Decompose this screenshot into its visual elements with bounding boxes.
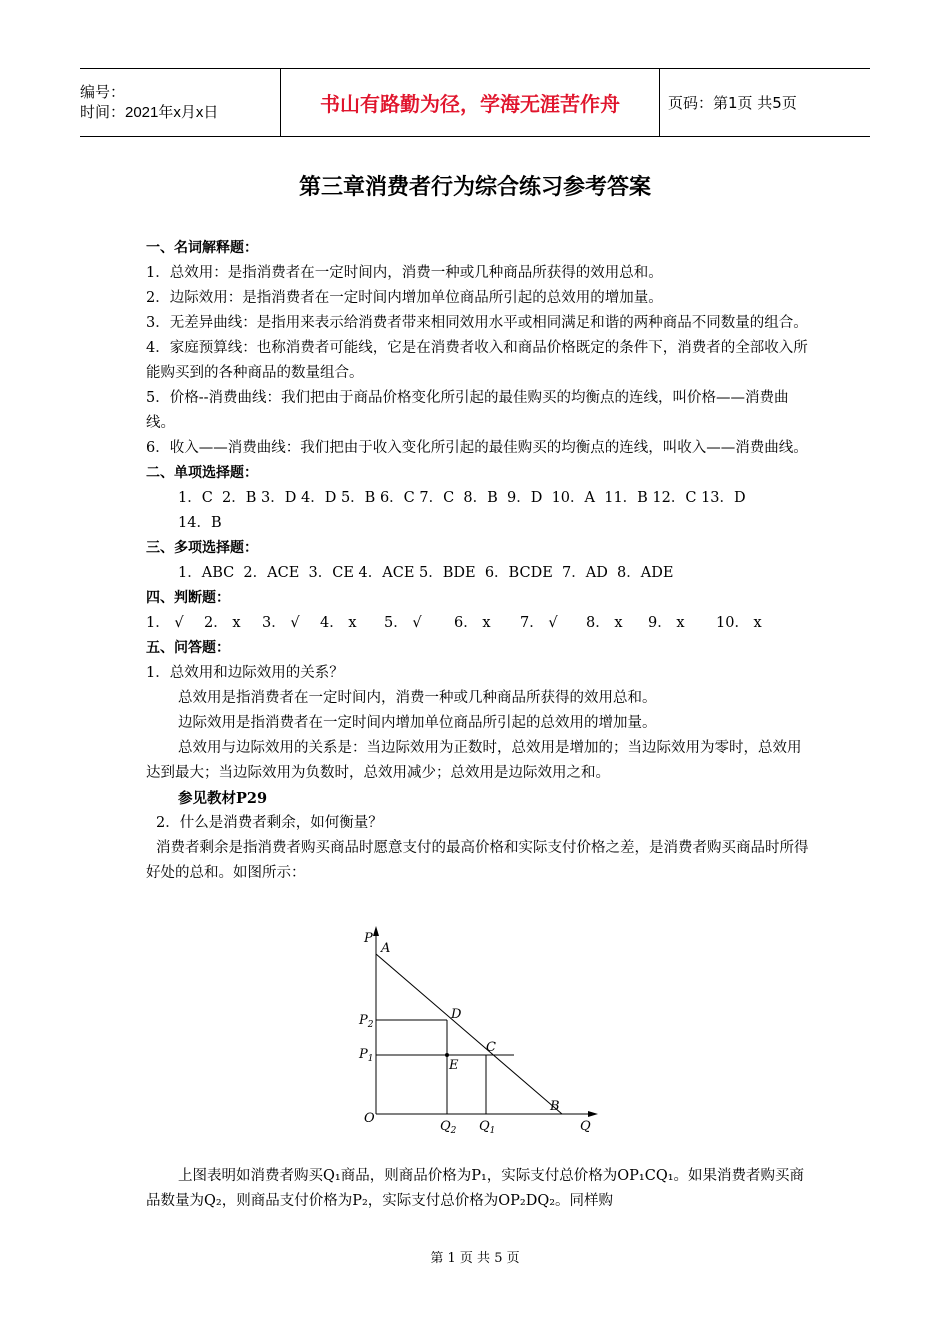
document-body — [146, 236, 810, 886]
point-a-label: A — [381, 941, 391, 956]
header-motto — [280, 69, 660, 136]
date-label: 时间：2021年x月x日 — [80, 103, 219, 121]
true-false-answers — [146, 611, 810, 636]
question-1: 1．总效用和边际效用的关系？ — [146, 665, 344, 681]
section-heading-4: 四、判断题： — [146, 590, 230, 606]
point-b-label: B — [550, 1099, 560, 1114]
p1-label: $P_1$ — [359, 1047, 374, 1064]
q-axis-label: Q — [580, 1119, 591, 1134]
page-title: 第三章消费者行为综合练习参考答案 — [298, 175, 651, 200]
motto-text: 书山有路勤为径，学海无涯苦作舟 — [320, 92, 620, 116]
p2-label: $P_2$ — [359, 1013, 374, 1030]
section-heading-5: 五、问答题： — [146, 640, 230, 656]
single-choice-answers-line-1: 1．C 2．B 3．D 4．D 5．B 6．C 7．C 8．B 9．D 10．A 11．B 12．C 13．D — [178, 490, 746, 506]
textbook-reference: 参见教材P29 — [178, 790, 268, 807]
question-2: 2．什么是消费者剩余，如何衡量？ — [156, 815, 383, 831]
single-choice-answers-line-2: 14．B — [178, 515, 222, 531]
answer-paragraph: 总效用是指消费者在一定时间内，消费一种或几种商品所获得的效用总和。 — [178, 690, 657, 706]
multi-choice-answers: 1．ABC 2．ACE 3．CE 4．ACE 5．BDE 6．BCDE 7．AD 8．ADE — [178, 565, 674, 581]
tf-answer: 8． x — [586, 615, 623, 631]
tf-answer: 7． √ — [520, 615, 558, 631]
page-code-text: 页码：第1页 共5页 — [668, 94, 797, 112]
p-axis-label: P — [364, 931, 373, 946]
point-e — [445, 1053, 449, 1057]
tf-answer: 2． x — [204, 615, 241, 631]
header-meta — [80, 69, 280, 136]
header-table — [80, 68, 870, 137]
definition-item: 3．无差异曲线：是指用来表示给消费者带来相同效用水平或相同满足和谐的两种商品不同数量的组合。 — [146, 315, 808, 331]
point-c-label: C — [486, 1040, 496, 1055]
definition-item: 4．家庭预算线：也称消费者可能线，它是在消费者收入和商品价格既定的条件下，消费者的全部收入所能购买到的各种商品的数量组合。 — [146, 340, 808, 381]
serial-label: 编号： — [80, 83, 126, 101]
q2-label: $Q_2$ — [440, 1119, 457, 1136]
consumer-surplus-diagram — [356, 924, 606, 1139]
point-e-label: E — [449, 1058, 459, 1073]
p-axis-arrow — [373, 926, 379, 936]
q1-label: $Q_1$ — [479, 1119, 496, 1136]
answer-paragraph: 边际效用是指消费者在一定时间内增加单位商品所引起的总效用的增加量。 — [178, 715, 657, 731]
tf-answer: 3． √ — [262, 615, 300, 631]
section-heading-1: 一、名词解释题： — [146, 240, 258, 256]
answer-paragraph: 总效用与边际效用的关系是：当边际效用为正数时，总效用是增加的；当边际效用为零时，总效用达到最大；当边际效用为负数时，总效用减少；总效用是边际效用之和。 — [146, 740, 802, 781]
origin-label: O — [364, 1111, 375, 1126]
explanation-paragraph: 上图表明如消费者购买Q₁商品，则商品价格为P₁，实际支付总价格为OP₁CQ₁。如果消费者购买商品数量为Q₂，则商品支付价格为P₂，实际支付总价格为OP₂DQ₂。同样购 — [146, 1168, 805, 1209]
figure-explanation — [146, 1164, 808, 1214]
page-footer: 第 1 页 共 5 页 — [430, 1251, 520, 1266]
demand-line — [376, 954, 562, 1114]
definition-item: 2．边际效用：是指消费者在一定时间内增加单位商品所引起的总效用的增加量。 — [146, 290, 663, 306]
tf-answer: 10． x — [716, 615, 762, 631]
q-axis-arrow — [588, 1111, 598, 1117]
section-heading-2: 二、单项选择题： — [146, 465, 258, 481]
definition-item: 5．价格--消费曲线：我们把由于商品价格变化所引起的最佳购买的均衡点的连线，叫价格——消费曲线。 — [146, 390, 789, 431]
header-page-code — [660, 69, 870, 136]
tf-answer: 4． x — [320, 615, 357, 631]
answer-paragraph: 消费者剩余是指消费者购买商品时愿意支付的最高价格和实际支付价格之差，是消费者购买商品时所得好处的总和。如图所示： — [146, 840, 809, 881]
definition-item: 1．总效用：是指消费者在一定时间内，消费一种或几种商品所获得的效用总和。 — [146, 265, 663, 281]
definition-item: 6．收入——消费曲线：我们把由于收入变化所引起的最佳购买的均衡点的连线，叫收入——消费曲线。 — [146, 440, 808, 456]
tf-answer: 9． x — [648, 615, 685, 631]
section-heading-3: 三、多项选择题： — [146, 540, 258, 556]
tf-answer: 5． √ — [384, 615, 422, 631]
point-d-label: D — [451, 1007, 462, 1022]
tf-answer: 6． x — [454, 615, 491, 631]
tf-answer: 1． √ — [146, 615, 184, 631]
